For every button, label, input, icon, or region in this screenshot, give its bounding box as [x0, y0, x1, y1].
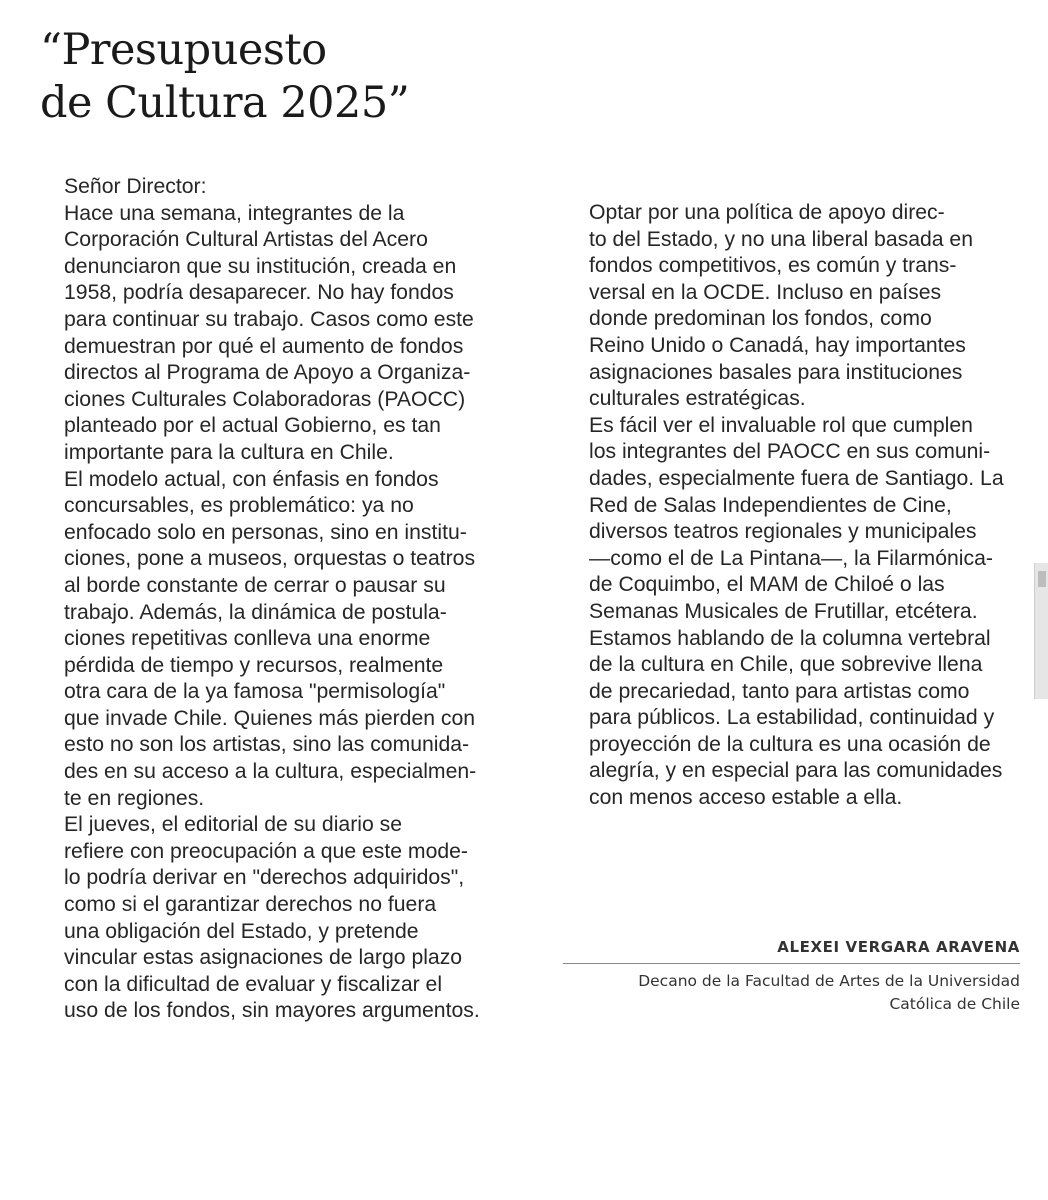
text-line: te en regiones. — [64, 786, 205, 810]
text-line: concursables, es problemático: ya no — [64, 494, 414, 518]
text-line: otra cara de la ya famosa "permisología" — [64, 680, 446, 704]
paragraph-1 — [38, 201, 498, 467]
text-line: to del Estado, y no una liberal basada en — [589, 227, 974, 251]
text-line: ciones, pone a museos, orquestas o teatros — [64, 547, 476, 571]
text-line: demuestran por qué el aumento de fondos — [64, 334, 464, 358]
text-line: planteado por el actual Gobierno, es tan — [64, 414, 441, 438]
text-line: uso de los fondos, sin mayores argumentos. — [64, 999, 480, 1023]
text-line: dades, especialmente fuera de Santiago. La — [589, 466, 1004, 490]
text-line: pérdida de tiempo y recursos, realmente — [64, 653, 444, 677]
text-line: directos al Programa de Apoyo a Organiza- — [64, 361, 471, 385]
text-line: refiere con preocupación a que este mode- — [64, 839, 468, 863]
text-line: Reino Unido o Canadá, hay importantes — [589, 333, 966, 357]
letter-column-left — [38, 174, 498, 1025]
text-line: ciones repetitivas conlleva una enorme — [64, 627, 431, 651]
affiliation-line-2: Católica de Chile — [889, 995, 1020, 1013]
letter-column-right — [563, 200, 1033, 812]
text-line: proyección de la cultura es una ocasión de — [589, 732, 991, 756]
text-line: alegría, y en especial para las comunidades — [589, 759, 1003, 783]
salutation — [38, 174, 498, 201]
text-line: Corporación Cultural Artistas del Acero — [64, 228, 428, 252]
text-line: enfocado solo en personas, sino en institu- — [64, 520, 467, 544]
author-affiliation — [550, 970, 1020, 1016]
text-line: de precariedad, tanto para artistas como — [589, 679, 970, 703]
paragraph-3 — [38, 812, 498, 1025]
text-line: de la cultura en Chile, que sobrevive llena — [589, 653, 983, 677]
text-line: des en su acceso a la cultura, especialmen- — [64, 760, 477, 784]
text-line: con menos acceso estable a ella. — [589, 786, 903, 810]
text-line: El jueves, el editorial de su diario se — [64, 813, 403, 837]
text-line: versal en la OCDE. Incluso en países — [589, 280, 942, 304]
text-line: al borde constante de cerrar o pausar su — [64, 573, 446, 597]
text-line: 1958, podría desaparecer. No hay fondos — [64, 281, 454, 305]
affiliation-line-1: Decano de la Facultad de Artes de la Universidad — [638, 972, 1020, 990]
salutation-text: Señor Director: — [64, 175, 207, 198]
edge-handle-mark — [1038, 571, 1046, 587]
text-line: ciones Culturales Colaboradoras (PAOCC) — [64, 387, 466, 411]
paragraph-2 — [38, 467, 498, 813]
text-line: —como el de La Pintana—, la Filarmónica- — [589, 546, 993, 570]
text-line: lo podría derivar en "derechos adquiridos", — [64, 866, 465, 890]
text-line: Optar por una política de apoyo direc- — [589, 201, 945, 224]
text-line: asignaciones basales para instituciones — [589, 360, 963, 384]
text-line: como si el garantizar derechos no fuera — [64, 893, 437, 917]
headline-line-1: “Presupuesto — [40, 25, 327, 75]
text-line: una obligación del Estado, y pretende — [64, 919, 419, 943]
text-line: Red de Salas Independientes de Cine, — [589, 493, 952, 517]
text-line: vincular estas asignaciones de largo plazo — [64, 946, 463, 970]
page-edge-handle — [1034, 563, 1048, 699]
text-line: que invade Chile. Quienes más pierden con — [64, 706, 476, 730]
text-line: Semanas Musicales de Frutillar, etcétera. — [589, 599, 978, 623]
letter-headline — [40, 24, 409, 130]
paragraph-4 — [563, 200, 1033, 413]
headline-line-2: de Cultura 2025” — [40, 78, 410, 128]
text-line: esto no son los artistas, sino las comunida- — [64, 733, 470, 757]
text-line: diversos teatros regionales y municipales — [589, 520, 977, 544]
text-line: denunciaron que su institución, creada en — [64, 254, 457, 278]
text-line: Estamos hablando de la columna vertebral — [589, 626, 991, 650]
paragraph-5 — [563, 413, 1033, 812]
text-line: Hace una semana, integrantes de la — [64, 201, 405, 225]
text-line: para continuar su trabajo. Casos como este — [64, 307, 474, 331]
text-line: culturales estratégicas. — [589, 387, 806, 411]
text-line: con la dificultad de evaluar y fiscalizar el — [64, 972, 443, 996]
text-line: donde predominan los fondos, como — [589, 307, 932, 331]
text-line: trabajo. Además, la dinámica de postula- — [64, 600, 447, 624]
author-name: ALEXEI VERGARA ARAVENA — [777, 938, 1020, 956]
text-line: fondos competitivos, es común y trans- — [589, 254, 957, 278]
signature-divider — [563, 963, 1020, 964]
text-line: de Coquimbo, el MAM de Chiloé o las — [589, 573, 945, 597]
text-line: importante para la cultura en Chile. — [64, 440, 394, 464]
text-line: El modelo actual, con énfasis en fondos — [64, 467, 439, 491]
text-line: para públicos. La estabilidad, continuidad y — [589, 706, 995, 730]
text-line: Es fácil ver el invaluable rol que cumplen — [589, 413, 973, 437]
text-line: los integrantes del PAOCC en sus comuni- — [589, 440, 991, 464]
